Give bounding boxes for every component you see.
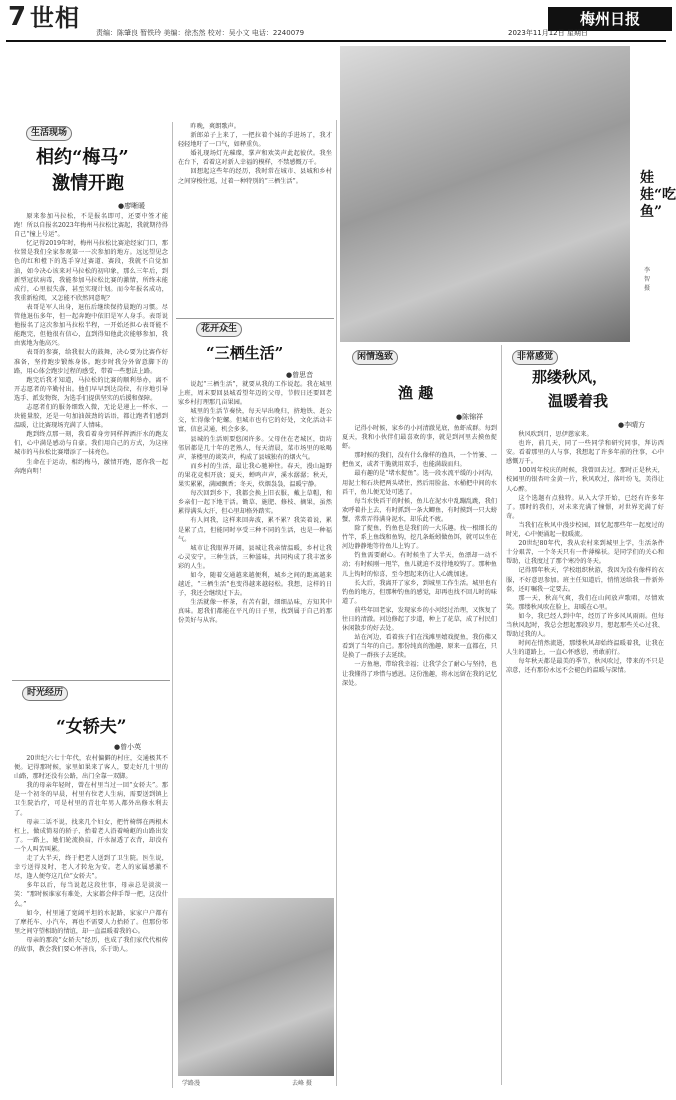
paragraph: 生命在于运动，相约梅马，激情开跑，愿你我一起奔跑向明！ — [14, 458, 168, 475]
paragraph: 时间在悄然流逝，那缕秋风却始终温暖着我，让我在人生的道路上，一直心怀感恩，勇敢前行。 — [506, 640, 664, 657]
photo-credit: 李智 摄 — [644, 267, 651, 292]
author-byline: ●陈锦祥 — [456, 413, 484, 421]
paragraph: 最有趣的是“堵水捉鱼”。选一段水流平缓的小河沟，用泥土和石块把两头堵住，然后用脸盆、水桶把中间的水舀干，鱼儿便无处可逃了。 — [342, 470, 497, 496]
paragraph: 每年秋天都是最美的季节，秋风吹过，带来的不只是凉意，还有那份永远不会褪色的温暖与深情。 — [506, 658, 664, 675]
paragraph: 婚礼现场灯光璀璨，掌声和欢笑声此起彼伏。我坐在台下，看着这对新人幸福的模样，不禁感慨万千。 — [178, 150, 332, 167]
paragraph: 那一天，秋高气爽，我们在山间放声歌唱，尽情欢笑。那缕秋风吹在脸上，却暖在心里。 — [506, 594, 664, 611]
paragraph: 县城的生活则要悠闲许多。父母住在老城区，街坊邻居都是几十年的老熟人，每天清晨，菜市场里的吆喝声、茶楼里的谈笑声，构成了县城独有的烟火气。 — [178, 435, 332, 461]
photo-children — [178, 898, 334, 1076]
paragraph: 如今，我已经人到中年，经历了许多风风雨雨。但每当秋风起时，我总会想起那段岁月，想起那些关心过我、帮助过我的人。 — [506, 612, 664, 639]
paragraph: 我的母亲年轻时，曾在村里当过一回“女轿夫”。那是一个初冬的早晨，村里有位老人生病，需要送到镇上卫生院治疗，可是村里的青壮年男人都外出修水利去了。 — [14, 782, 168, 817]
author-byline: ●曾思音 — [286, 371, 314, 379]
article-title-line1: 相约“梅马” — [36, 147, 129, 168]
paragraph: 20世纪80年代，我从农村来到城里上学，生活条件十分艰苦，一个冬天只有一件薄棉袄。是同学们的关心和帮助，让我度过了那个寒冷的冬天。 — [506, 540, 664, 566]
paragraph: 记得那年秋天，学校组织秋游，我因为没有像样的衣服，不好意思参加。班主任知道后，悄悄送给我一件新外套，还叮嘱我一定要去。 — [506, 567, 664, 593]
paragraph: 城里的生活节奏快，每天早出晚归，挤地铁、赶公交，忙得像个陀螺。但城市也有它的好处，文化活动丰富，信息灵通，机会多多。 — [178, 408, 332, 434]
paragraph: 原来参加马拉松，不是报名即可，还要中签才能跑！所以自报名2023年梅州马拉松比赛起，我就期待得自己“撞上号运”。 — [14, 213, 168, 239]
article-title-line2: 温暖着我 — [548, 392, 609, 410]
paragraph: 跑到终点那一刻，我看着身旁同样挥洒汗水的跑友们，心中满是感动与自豪。我们用自己的方式，为这座城市的马拉松比赛增添了一抹亮色。 — [14, 431, 168, 457]
column-divider — [501, 345, 502, 1085]
photo-girl-eating-fish — [340, 46, 630, 342]
paragraph: 站在河边，看着孩子们在浅滩里嬉戏捉鱼，我仿佛又看到了当年的自己。那份纯真的渔趣，原来一直都在，只是换了一群孩子去延续。 — [342, 634, 497, 660]
paragraph: 钓鱼需要耐心。有时候坐了大半天，鱼漂却一动不动；有时候刚一甩竿，鱼儿就迫不及待地咬钩了。那种鱼儿上钩时的惊喜，至今想起来仍让人心跳加速。 — [342, 552, 497, 578]
photo-title: 娃娃“吃鱼” — [640, 170, 676, 220]
header-rule — [6, 40, 666, 42]
paragraph: 如今，随着交通越来越便利，城乡之间的距离越来越近，“三栖生活”也变得越来越轻松。我想，这样的日子，我还会继续过下去。 — [178, 571, 332, 598]
paragraph: 也许，前几天，同了一些同学和研究同事，拜访西安。看着那里的人与事，我想起了许多年前的往事，心中感慨万千。 — [506, 440, 664, 466]
paragraph: 表哥的参赛，给我很大的鼓舞，决心要为比赛作好准备，坚持跑步锻炼身体。跑步时我分外留意脚下的路，用心体会跑步过程的感受，带着一些想法上路。 — [14, 349, 168, 375]
paragraph: 城市让我眼界开阔，县城让我亲情温暖，乡村让我心灵安宁。三种生活，三种滋味，共同构成了我丰富多彩的人生。 — [178, 544, 332, 570]
author-byline: ●曾小英 — [114, 743, 142, 751]
paragraph: 志愿者们的服务细致入微，无论是递上一杯水、一块能量胶，还是一句加油鼓劲的话语，都让跑者们感到温暖，让比赛现场充满了人情味。 — [14, 403, 168, 430]
section-kicker: 花开众生 — [196, 322, 242, 337]
article-body — [342, 424, 497, 1084]
photo-credit: 去峰 摄 — [292, 1080, 312, 1087]
section-kicker: 非常感觉 — [512, 350, 558, 365]
article-body — [506, 430, 664, 1084]
paragraph: 一方鱼塘，带给我幸福；让我学会了耐心与坚持，也让我懂得了珍惜与感恩。这份渔趣，将永远留在我的记忆深处。 — [342, 661, 497, 687]
paragraph: 新郎弟子上来了，一把拉着个妹的手进场了，我才轻轻地吁了一口气，如释重负。 — [178, 132, 332, 149]
article-title-line2: 激情开跑 — [52, 173, 124, 194]
column-divider — [172, 122, 173, 1088]
article-body — [14, 212, 168, 674]
paragraph: 走了大半天，终于把老人送到了卫生院。医生说，幸亏送得及时，老人才转危为安。老人的家属感激不尽，逢人便夸这几位“女轿夫”。 — [14, 855, 168, 881]
article-intro — [178, 122, 332, 314]
article-title: “三栖生活” — [206, 344, 284, 362]
paragraph: 而乡村的生活，最让我心驰神往。春天，漫山遍野的果花竞相开放；夏天，蝉鸣声声，溪水潺潺；秋天，果实累累，满园飘香；冬天，炊烟袅袅，温暖宁静。 — [178, 462, 332, 489]
article-body — [14, 754, 168, 1084]
paragraph: 昨晚，爽朗歌声。 — [190, 123, 240, 130]
article-title: “女轿夫” — [56, 717, 127, 737]
section-divider — [176, 318, 334, 319]
section-kicker: 生活现场 — [26, 126, 72, 141]
page-number: 7 — [8, 2, 27, 32]
paragraph: 这个选题有点独特。从入大学开始，已经有许多年了。那时的我们，对未来充满了憧憬，对世界充满了好奇。 — [506, 494, 664, 520]
paragraph: 表哥是军人出身，退伍后继续保持晨跑的习惯。尽管他退伍多年，但一起奔跑中依旧是军人身手。表哥说他报名了这次参加马拉松半程，一开始还担心表哥能不能跑完，但他很有信心，直到得知他此次能够参加，我由衷地为他高兴。 — [14, 303, 168, 348]
paragraph: 如今，村里通了宽阔平坦的水泥路，家家户户都有了摩托车、小汽车，再也不需要人力抬轿了。但那份邻里之间守望相助的情谊，却一直温暖着我的心。 — [14, 909, 168, 935]
paragraph: 每次回到乡下，我都会换上旧衣服，戴上草帽，和乡亲们一起下地干活。锄草、施肥、修枝、摘果，虽然累得满头大汗，但心里却格外踏实。 — [178, 490, 332, 516]
paragraph: 有人问我，这样来回奔波，累不累？我笑着说，累是累了点，但能同时享受三种不同的生活，也是一种福气。 — [178, 517, 332, 543]
newspaper-logo: 梅州日报 — [548, 7, 672, 31]
section-name: 世相 — [30, 4, 80, 32]
paragraph: 生活就像一杯茶，有苦有甜，细细品味，方知其中真味。愿我们都能在平凡的日子里，找到属于自己的那份美好与从容。 — [178, 599, 332, 625]
paragraph: 20世纪六七十年代，农村偏僻的村庄，交通极其不便。记得那时候，家里如果来了客人，要走好几十里的山路，那时还没有公路，出门全靠一双脚。 — [14, 755, 168, 781]
author-byline: ●李晴方 — [618, 421, 646, 429]
author-byline: ●廖晰暖 — [118, 202, 146, 210]
photo-caption: 学路漫 — [182, 1080, 201, 1087]
paragraph: 那时候的我们，没有什么像样的渔具，一个竹篓、一把鱼叉，或者干脆就用双手，也能满载而归。 — [342, 452, 497, 469]
issue-date: 2023年11月12日 星期日 — [508, 29, 588, 37]
section-divider — [12, 680, 170, 681]
paragraph: 忆记得2019年时，梅州马拉松比赛途经家门口，那位置是我们全家参观第一一次参加的地方。远远望见念色的红和橙下的选手穿过赛道、赛段，我就不自觉加油，如今决心该来对马拉松的初印象，那么三年后，到新型冠状病毒，我能参加马拉松比赛的激情，所终未能成行，心里很失落，甚至实现计划。而今年报名成功，我重新检阅，又怎能不欣然同意呢？ — [14, 240, 168, 302]
section-kicker: 时光经历 — [22, 686, 68, 701]
paragraph: 母亲二话不说，找来几个妇女，把竹椅绑在两根木杠上，做成简易的轿子，抬着老人沿着崎岖的山路出发了。一路上，她们轮流换肩，汗水湿透了衣背，却没有一个人叫苦叫累。 — [14, 818, 168, 853]
section-kicker: 闲情逸致 — [352, 350, 398, 365]
paragraph: 前些年回老家，发现家乡的小河经过治理，又恢复了往日的清澈。河边修起了步道，种上了花草，成了村民们休闲散步的好去处。 — [342, 606, 497, 633]
paragraph: 每当水快舀干的时候，鱼儿在泥水中乱蹦乱跳，我们欢呼着扑上去，有时抓到一条大鲫鱼，有时摸到一只大螃蟹，常常弄得满身泥水，却乐此不疲。 — [342, 497, 497, 523]
column-divider — [336, 120, 337, 1086]
article-title-line1: 那缕秋风， — [532, 368, 608, 386]
paragraph: 回想起这些年的经历，我时常在城市、县城和乡村之间穿梭往返，过着一种特别的“三栖生活”。 — [178, 168, 332, 185]
paragraph: 除了捉鱼，钓鱼也是我们的一大乐趣。找一根细长的竹竿，系上鱼线和鱼钩，挖几条蚯蚓做鱼饵，就可以坐在河边静静地等待鱼儿上钩了。 — [342, 525, 497, 551]
paragraph: 记得小时候，家乡的小河清澈见底，鱼虾成群。每到夏天，我和小伙伴们最喜欢的事，就是到河里去摸鱼捉虾。 — [342, 425, 497, 451]
article-body — [178, 380, 332, 894]
paragraph: 100周年校庆的时候，我曾回去过。那时正是秋天，校园里的银杏叶金黄一片，秋风吹过，落叶纷飞，美得让人心醉。 — [506, 467, 664, 493]
paragraph: 母亲的那段“女轿夫”经历，也成了我们家代代相传的故事，教会我们要心怀善良，乐于助人。 — [14, 936, 168, 953]
paragraph: 秋风吹到月，思伊慈家来。 — [518, 431, 593, 438]
editor-credits: 责编：陈肇良 暂铁玲 美编：徐杰然 校对：吴小文 电话：2240079 — [96, 29, 305, 37]
paragraph: 说起“三栖生活”，就要从我的工作说起。我在城里上班，周末要回县城看望年迈的父母，节假日还要回老家乡村打理那几亩果园。 — [178, 381, 332, 407]
article-title: 渔 趣 — [398, 384, 434, 402]
paragraph: 当我们在秋风中漫步校园，回忆起那些年一起度过的时光，心中便涌起一股暖流。 — [506, 521, 664, 539]
paragraph: 跑完后我才知道，马拉松的比赛的顺利举办，离不开志愿者的辛勤付出。他们早早到达岗位，有序地引导选手、派发物资，为选手们提供坚实的后援和保障。 — [14, 376, 168, 402]
paragraph: 多年以后，每当说起这段往事，母亲总是淡淡一笑：“那时候谁家有难处，大家都会伸手帮一把，这没什么。” — [14, 882, 168, 908]
paragraph: 长大后，我离开了家乡，到城里工作生活。城里也有钓鱼的地方，但那种钓鱼的感觉，却再也找不回儿时的味道了。 — [342, 579, 497, 605]
